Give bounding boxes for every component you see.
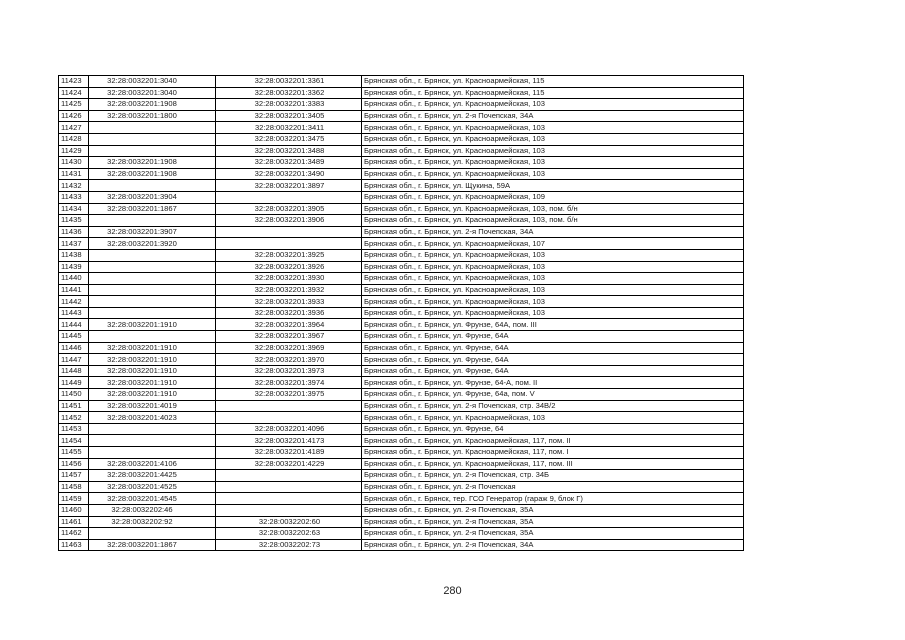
object-cadastral-number-cell <box>216 400 362 412</box>
object-cadastral-number-cell <box>216 226 362 238</box>
records-table-body <box>59 76 744 551</box>
row-number-cell: 11463 <box>59 539 89 551</box>
row-number-cell: 11425 <box>59 99 89 111</box>
land-cadastral-number-cell: 32:28:0032201:1800 <box>89 110 216 122</box>
object-cadastral-number-cell: 32:28:0032201:3932 <box>216 284 362 296</box>
table-row <box>59 87 744 99</box>
object-cadastral-number-cell <box>216 504 362 516</box>
address-cell: Брянская обл., г. Брянск, ул. Красноармейская, 103 <box>362 157 744 169</box>
address-cell: Брянская обл., г. Брянск, ул. Красноармейская, 103 <box>362 284 744 296</box>
row-number-cell: 11456 <box>59 458 89 470</box>
land-cadastral-number-cell: 32:28:0032201:4019 <box>89 400 216 412</box>
land-cadastral-number-cell <box>89 296 216 308</box>
table-row <box>59 400 744 412</box>
land-cadastral-number-cell: 32:28:0032201:1908 <box>89 168 216 180</box>
address-cell: Брянская обл., г. Брянск, ул. 2-я Почепская, 34А <box>362 539 744 551</box>
row-number-cell: 11427 <box>59 122 89 134</box>
object-cadastral-number-cell <box>216 470 362 482</box>
land-cadastral-number-cell: 32:28:0032201:1910 <box>89 365 216 377</box>
object-cadastral-number-cell: 32:28:0032201:3967 <box>216 331 362 343</box>
table-row <box>59 516 744 528</box>
land-cadastral-number-cell <box>89 145 216 157</box>
table-row <box>59 238 744 250</box>
address-cell: Брянская обл., г. Брянск, ул. 2-я Почепская, стр. 34Б <box>362 470 744 482</box>
object-cadastral-number-cell: 32:28:0032201:4189 <box>216 447 362 459</box>
address-cell: Брянская обл., г. Брянск, ул. Красноармейская, 103 <box>362 99 744 111</box>
address-cell: Брянская обл., г. Брянск, ул. Фрунзе, 64-А, пом. II <box>362 377 744 389</box>
object-cadastral-number-cell: 32:28:0032201:3930 <box>216 273 362 285</box>
object-cadastral-number-cell: 32:28:0032201:3936 <box>216 307 362 319</box>
row-number-cell: 11438 <box>59 249 89 261</box>
object-cadastral-number-cell: 32:28:0032202:60 <box>216 516 362 528</box>
row-number-cell: 11461 <box>59 516 89 528</box>
row-number-cell: 11443 <box>59 307 89 319</box>
land-cadastral-number-cell <box>89 180 216 192</box>
address-cell: Брянская обл., г. Брянск, ул. Красноармейская, 103 <box>362 307 744 319</box>
row-number-cell: 11434 <box>59 203 89 215</box>
land-cadastral-number-cell <box>89 435 216 447</box>
address-cell: Брянская обл., г. Брянск, ул. Красноармейская, 117, пом. II <box>362 435 744 447</box>
address-cell: Брянская обл., г. Брянск, ул. Красноармейская, 103 <box>362 296 744 308</box>
table-row <box>59 76 744 88</box>
land-cadastral-number-cell: 32:28:0032201:4106 <box>89 458 216 470</box>
land-cadastral-number-cell <box>89 133 216 145</box>
object-cadastral-number-cell: 32:28:0032201:3361 <box>216 76 362 88</box>
address-cell: Брянская обл., г. Брянск, ул. Красноармейская, 103 <box>362 122 744 134</box>
row-number-cell: 11459 <box>59 493 89 505</box>
address-cell: Брянская обл., г. Брянск, ул. Красноармейская, 109 <box>362 191 744 203</box>
table-row <box>59 99 744 111</box>
object-cadastral-number-cell: 32:28:0032201:3383 <box>216 99 362 111</box>
address-cell: Брянская обл., г. Брянск, ул. Красноармейская, 103, пом. б/н <box>362 203 744 215</box>
row-number-cell: 11445 <box>59 331 89 343</box>
address-cell: Брянская обл., г. Брянск, ул. 2-я Почепская, 35А <box>362 516 744 528</box>
address-cell: Брянская обл., г. Брянск, ул. Фрунзе, 64а, пом. V <box>362 389 744 401</box>
object-cadastral-number-cell <box>216 412 362 424</box>
table-row <box>59 273 744 285</box>
address-cell: Брянская обл., г. Брянск, ул. Красноармейская, 107 <box>362 238 744 250</box>
row-number-cell: 11441 <box>59 284 89 296</box>
land-cadastral-number-cell <box>89 331 216 343</box>
row-number-cell: 11436 <box>59 226 89 238</box>
table-row <box>59 412 744 424</box>
table-row <box>59 342 744 354</box>
object-cadastral-number-cell <box>216 493 362 505</box>
land-cadastral-number-cell: 32:28:0032201:4023 <box>89 412 216 424</box>
land-cadastral-number-cell: 32:28:0032201:3040 <box>89 87 216 99</box>
land-cadastral-number-cell: 32:28:0032201:1908 <box>89 99 216 111</box>
table-row <box>59 168 744 180</box>
land-cadastral-number-cell: 32:28:0032201:1910 <box>89 377 216 389</box>
address-cell: Брянская обл., г. Брянск, ул. Красноармейская, 103 <box>362 273 744 285</box>
address-cell: Брянская обл., г. Брянск, ул. Красноармейская, 103 <box>362 249 744 261</box>
object-cadastral-number-cell <box>216 481 362 493</box>
land-cadastral-number-cell: 32:28:0032201:3907 <box>89 226 216 238</box>
table-row <box>59 423 744 435</box>
row-number-cell: 11457 <box>59 470 89 482</box>
row-number-cell: 11450 <box>59 389 89 401</box>
table-row <box>59 365 744 377</box>
address-cell: Брянская обл., г. Брянск, ул. Красноармейская, 103 <box>362 168 744 180</box>
row-number-cell: 11455 <box>59 447 89 459</box>
land-cadastral-number-cell <box>89 284 216 296</box>
land-cadastral-number-cell: 32:28:0032201:3920 <box>89 238 216 250</box>
address-cell: Брянская обл., г. Брянск, ул. Красноармейская, 103 <box>362 133 744 145</box>
object-cadastral-number-cell: 32:28:0032201:3926 <box>216 261 362 273</box>
table-row <box>59 307 744 319</box>
table-row <box>59 539 744 551</box>
row-number-cell: 11462 <box>59 528 89 540</box>
row-number-cell: 11446 <box>59 342 89 354</box>
object-cadastral-number-cell: 32:28:0032202:63 <box>216 528 362 540</box>
object-cadastral-number-cell: 32:28:0032201:3490 <box>216 168 362 180</box>
page-number: 280 <box>443 585 462 597</box>
land-cadastral-number-cell <box>89 423 216 435</box>
records-table <box>58 75 744 551</box>
row-number-cell: 11433 <box>59 191 89 203</box>
table-row <box>59 180 744 192</box>
address-cell: Брянская обл., г. Брянск, ул. 2-я Почепская, 35А <box>362 528 744 540</box>
address-cell: Брянская обл., г. Брянск, ул. Красноармейская, 115 <box>362 87 744 99</box>
row-number-cell: 11442 <box>59 296 89 308</box>
row-number-cell: 11453 <box>59 423 89 435</box>
land-cadastral-number-cell: 32:28:0032201:1910 <box>89 342 216 354</box>
table-row <box>59 435 744 447</box>
row-number-cell: 11429 <box>59 145 89 157</box>
row-number-cell: 11444 <box>59 319 89 331</box>
land-cadastral-number-cell <box>89 273 216 285</box>
table-row <box>59 389 744 401</box>
table-row <box>59 447 744 459</box>
table-row <box>59 504 744 516</box>
address-cell: Брянская обл., г. Брянск, ул. Красноармейская, 117, пом. III <box>362 458 744 470</box>
row-number-cell: 11451 <box>59 400 89 412</box>
table-row <box>59 458 744 470</box>
table-row <box>59 157 744 169</box>
table-row <box>59 110 744 122</box>
address-cell: Брянская обл., г. Брянск, ул. Фрунзе, 64А <box>362 354 744 366</box>
object-cadastral-number-cell: 32:28:0032201:3933 <box>216 296 362 308</box>
object-cadastral-number-cell: 32:28:0032201:3362 <box>216 87 362 99</box>
land-cadastral-number-cell <box>89 261 216 273</box>
land-cadastral-number-cell <box>89 447 216 459</box>
row-number-cell: 11431 <box>59 168 89 180</box>
address-cell: Брянская обл., г. Брянск, ул. 2-я Почепская, 34А <box>362 110 744 122</box>
table-row <box>59 122 744 134</box>
table-row <box>59 226 744 238</box>
object-cadastral-number-cell: 32:28:0032201:3405 <box>216 110 362 122</box>
object-cadastral-number-cell: 32:28:0032201:4173 <box>216 435 362 447</box>
address-cell: Брянская обл., г. Брянск, ул. 2-я Почепская, 35А <box>362 504 744 516</box>
table-row <box>59 191 744 203</box>
row-number-cell: 11448 <box>59 365 89 377</box>
row-number-cell: 11426 <box>59 110 89 122</box>
object-cadastral-number-cell: 32:28:0032201:3974 <box>216 377 362 389</box>
object-cadastral-number-cell: 32:28:0032201:3489 <box>216 157 362 169</box>
address-cell: Брянская обл., г. Брянск, ул. 2-я Почепская <box>362 481 744 493</box>
object-cadastral-number-cell: 32:28:0032201:3970 <box>216 354 362 366</box>
object-cadastral-number-cell: 32:28:0032201:3975 <box>216 389 362 401</box>
row-number-cell: 11447 <box>59 354 89 366</box>
row-number-cell: 11449 <box>59 377 89 389</box>
land-cadastral-number-cell: 32:28:0032201:1910 <box>89 389 216 401</box>
land-cadastral-number-cell: 32:28:0032201:1910 <box>89 319 216 331</box>
address-cell: Брянская обл., г. Брянск, ул. Фрунзе, 64А <box>362 342 744 354</box>
row-number-cell: 11428 <box>59 133 89 145</box>
row-number-cell: 11460 <box>59 504 89 516</box>
row-number-cell: 11454 <box>59 435 89 447</box>
address-cell: Брянская обл., г. Брянск, ул. Красноармейская, 115 <box>362 76 744 88</box>
address-cell: Брянская обл., г. Брянск, ул. Щукина, 59А <box>362 180 744 192</box>
row-number-cell: 11452 <box>59 412 89 424</box>
land-cadastral-number-cell: 32:28:0032201:1867 <box>89 203 216 215</box>
row-number-cell: 11458 <box>59 481 89 493</box>
object-cadastral-number-cell: 32:28:0032201:3475 <box>216 133 362 145</box>
address-cell: Брянская обл., г. Брянск, ул. Красноармейская, 103 <box>362 412 744 424</box>
table-row <box>59 481 744 493</box>
land-cadastral-number-cell: 32:28:0032201:1908 <box>89 157 216 169</box>
land-cadastral-number-cell <box>89 307 216 319</box>
address-cell: Брянская обл., г. Брянск, ул. Фрунзе, 64 <box>362 423 744 435</box>
address-cell: Брянская обл., г. Брянск, ул. Красноармейская, 103 <box>362 145 744 157</box>
land-cadastral-number-cell: 32:28:0032201:1910 <box>89 354 216 366</box>
table-row <box>59 203 744 215</box>
row-number-cell: 11430 <box>59 157 89 169</box>
table-row <box>59 493 744 505</box>
address-cell: Брянская обл., г. Брянск, тер. ГСО Генератор (гараж 9, блок Г) <box>362 493 744 505</box>
object-cadastral-number-cell: 32:28:0032201:3897 <box>216 180 362 192</box>
land-cadastral-number-cell: 32:28:0032201:4545 <box>89 493 216 505</box>
row-number-cell: 11424 <box>59 87 89 99</box>
table-row <box>59 319 744 331</box>
address-cell: Брянская обл., г. Брянск, ул. Красноармейская, 117, пом. I <box>362 447 744 459</box>
row-number-cell: 11440 <box>59 273 89 285</box>
land-cadastral-number-cell: 32:28:0032201:1867 <box>89 539 216 551</box>
land-cadastral-number-cell: 32:28:0032201:4525 <box>89 481 216 493</box>
object-cadastral-number-cell: 32:28:0032201:3411 <box>216 122 362 134</box>
object-cadastral-number-cell: 32:28:0032201:3905 <box>216 203 362 215</box>
object-cadastral-number-cell: 32:28:0032201:3969 <box>216 342 362 354</box>
object-cadastral-number-cell: 32:28:0032201:3488 <box>216 145 362 157</box>
object-cadastral-number-cell <box>216 191 362 203</box>
object-cadastral-number-cell: 32:28:0032201:3925 <box>216 249 362 261</box>
table-row <box>59 215 744 227</box>
land-cadastral-number-cell: 32:28:0032202:46 <box>89 504 216 516</box>
table-row <box>59 145 744 157</box>
row-number-cell: 11437 <box>59 238 89 250</box>
land-cadastral-number-cell <box>89 215 216 227</box>
table-row <box>59 354 744 366</box>
table-row <box>59 249 744 261</box>
land-cadastral-number-cell: 32:28:0032201:3904 <box>89 191 216 203</box>
land-cadastral-number-cell: 32:28:0032201:4425 <box>89 470 216 482</box>
table-row <box>59 331 744 343</box>
row-number-cell: 11435 <box>59 215 89 227</box>
land-cadastral-number-cell <box>89 528 216 540</box>
row-number-cell: 11439 <box>59 261 89 273</box>
address-cell: Брянская обл., г. Брянск, ул. 2-я Почепская, стр. 34В/2 <box>362 400 744 412</box>
object-cadastral-number-cell: 32:28:0032201:3973 <box>216 365 362 377</box>
address-cell: Брянская обл., г. Брянск, ул. Красноармейская, 103, пом. б/н <box>362 215 744 227</box>
table-row <box>59 261 744 273</box>
land-cadastral-number-cell: 32:28:0032202:92 <box>89 516 216 528</box>
table-row <box>59 377 744 389</box>
object-cadastral-number-cell: 32:28:0032201:3906 <box>216 215 362 227</box>
address-cell: Брянская обл., г. Брянск, ул. 2-я Почепская, 34А <box>362 226 744 238</box>
object-cadastral-number-cell: 32:28:0032201:4229 <box>216 458 362 470</box>
object-cadastral-number-cell <box>216 238 362 250</box>
table-row <box>59 528 744 540</box>
land-cadastral-number-cell: 32:28:0032201:3040 <box>89 76 216 88</box>
address-cell: Брянская обл., г. Брянск, ул. Красноармейская, 103 <box>362 261 744 273</box>
object-cadastral-number-cell: 32:28:0032202:73 <box>216 539 362 551</box>
address-cell: Брянская обл., г. Брянск, ул. Фрунзе, 64А <box>362 365 744 377</box>
row-number-cell: 11432 <box>59 180 89 192</box>
land-cadastral-number-cell <box>89 249 216 261</box>
land-cadastral-number-cell <box>89 122 216 134</box>
table-row <box>59 133 744 145</box>
object-cadastral-number-cell: 32:28:0032201:3964 <box>216 319 362 331</box>
row-number-cell: 11423 <box>59 76 89 88</box>
table-row <box>59 470 744 482</box>
address-cell: Брянская обл., г. Брянск, ул. Фрунзе, 64А <box>362 331 744 343</box>
address-cell: Брянская обл., г. Брянск, ул. Фрунзе, 64А, пом. III <box>362 319 744 331</box>
table-row <box>59 296 744 308</box>
table-row <box>59 284 744 296</box>
object-cadastral-number-cell: 32:28:0032201:4096 <box>216 423 362 435</box>
